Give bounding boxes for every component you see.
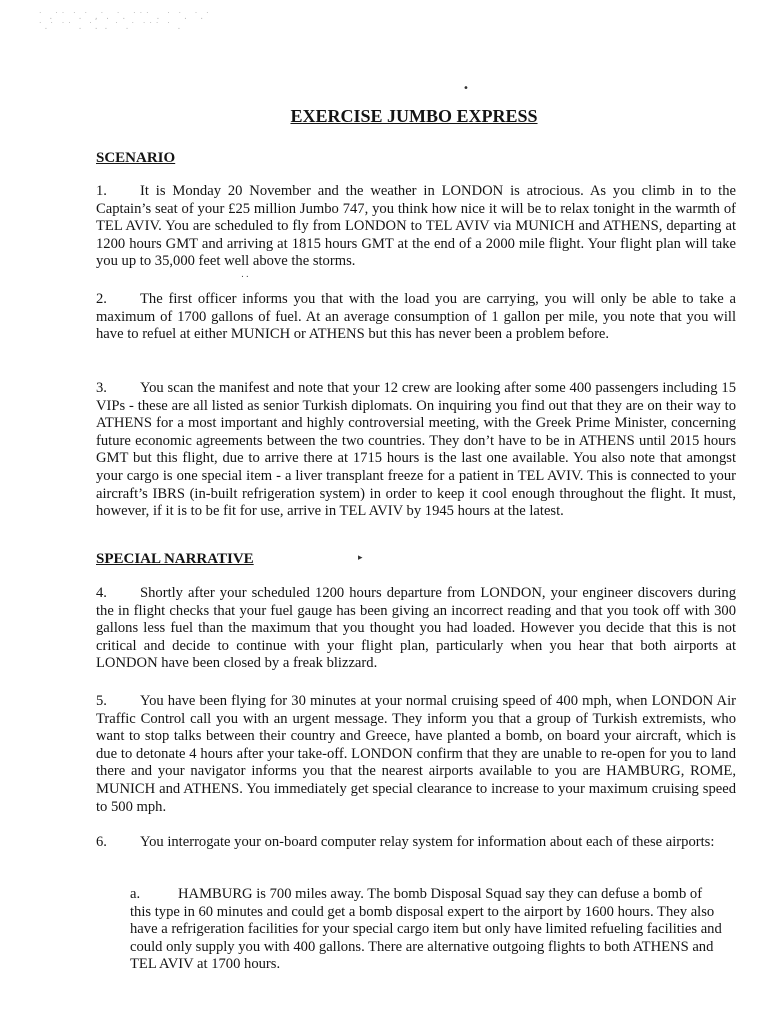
sub-paragraph-a bbox=[130, 886, 725, 974]
paragraph-text: You have been flying for 30 minutes at your normal cruising speed of 400 mph, when LONDON Air Traffic Control call you with an urgent message. They inform you that a group of Turkish extremists, who want to stop talks between their country and Greece, have planted a bomb, on board your aircraft, which is due to detonate 4 hours after your take-off. LONDON confirm that they are unable to re-open for you to land there and your navigator informs you that the nearest airports available to you are HAMBURG, ROME, MUNICH and ATHENS. You immediately get special clearance to increase to your maximum cruising speed to 500 mph. bbox=[96, 693, 736, 815]
paragraph-number: 4. bbox=[96, 585, 107, 601]
section-heading-scenario: SCENARIO bbox=[96, 150, 176, 166]
scan-artifact: ˙ .˙˙ ˙.˙ ,˙. ˙. ˙˙˙ . ˙ ˙. ˙.˙ ˙.˙ ˙˙ . ˙. . ˙ .˙ ˙˙˙ ˙ . bbox=[38, 12, 212, 32]
paragraph-number: 3. bbox=[96, 380, 107, 396]
paragraph-text: You scan the manifest and note that your 12 crew are looking after some 400 passengers including 15 VIPs - these are all listed as senior Turkish diplomats. On inquiring you find out that they are on their way to ATHENS for a most important and highly controversial meeting, with the Greek Prime Minister, concerning future economic agreements between the two countries. They don’t have to be in ATHENS until 2015 hours GMT but this flight, due to arrive there at 1715 hours is the last one available. You also note that amongst your cargo is one special item - a liver transplant freeze for a patient in TEL AVIV. This is connected to your aircraft’s IBRS (in-built refrigeration system) in order to keep it cool enough throughout the flight. It must, however, if it is to be fit for use, arrive in TEL AVIV by 1945 hours at the latest. bbox=[96, 380, 736, 520]
scan-artifact: ▸ bbox=[358, 553, 363, 563]
scan-artifact: • bbox=[463, 83, 469, 94]
paragraph-4 bbox=[96, 585, 736, 673]
sub-paragraph-text: HAMBURG is 700 miles away. The bomb Disposal Squad say they can defuse a bomb of this type in 60 minutes and could get a bomb disposal expert to the airport by 1600 hours. They also have a refrigeration facilities for your special cargo item but only have limited refueling facilities and could only supply you with 400 gallons. There are alternative outgoing flights to both ATHENS and TEL AVIV at 1700 hours. bbox=[130, 886, 722, 973]
paragraph-number: 6. bbox=[96, 834, 107, 850]
paragraph-text: Shortly after your scheduled 1200 hours departure from LONDON, your engineer discovers during the in flight checks that your fuel gauge has been giving an incorrect reading and that you took off with 300 gallons less fuel than the maximum that you thought you had loaded. However you decide that this is not critical and decide to continue with your flight plan, particularly when you hear that both airports at LONDON have been closed by a freak blizzard. bbox=[96, 585, 736, 672]
paragraph-1 bbox=[96, 183, 736, 271]
paragraph-text: The first officer informs you that with the load you are carrying, you will only be able to take a maximum of 1700 gallons of fuel. At an average consumption of 1 gallon per mile, you note that you will have to refuel at either MUNICH or ATHENS but this has never been a problem before. bbox=[96, 291, 736, 343]
paragraph-number: 1. bbox=[96, 183, 107, 199]
sub-paragraph-letter: a. bbox=[130, 886, 141, 902]
paragraph-2 bbox=[96, 291, 736, 344]
paragraph-3 bbox=[96, 380, 736, 521]
paragraph-text: You interrogate your on-board computer relay system for information about each of these airports: bbox=[140, 834, 715, 850]
document-title: EXERCISE JUMBO EXPRESS bbox=[290, 106, 538, 126]
paragraph-6 bbox=[96, 834, 736, 852]
paragraph-5 bbox=[96, 693, 736, 816]
paragraph-number: 5. bbox=[96, 693, 107, 709]
scan-artifact: .. bbox=[241, 270, 251, 280]
section-heading-special-narrative: SPECIAL NARRATIVE bbox=[96, 551, 254, 567]
paragraph-number: 2. bbox=[96, 291, 107, 307]
paragraph-text: It is Monday 20 November and the weather in LONDON is atrocious. As you climb in to the Captain’s seat of your £25 million Jumbo 747, you think how nice it will be to relax tonight in the warmth of TEL AVIV. You are scheduled to fly from LONDON to TEL AVIV via MUNICH and ATHENS, departing at 1200 hours GMT and arriving at 1815 hours GMT at the end of a 2000 mile flight. Your flight plan will take you up to 35,000 feet well above the storms. bbox=[96, 183, 736, 270]
